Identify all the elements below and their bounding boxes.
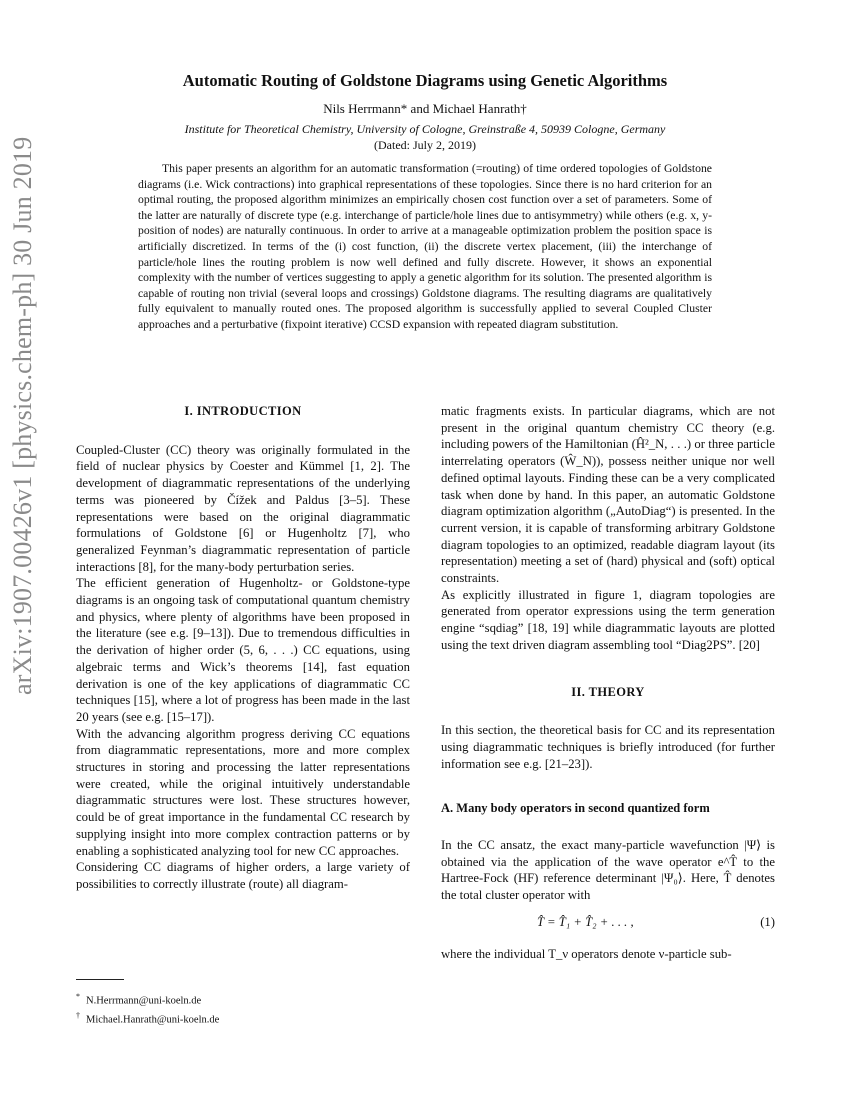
footnote-mark: † <box>76 1010 80 1020</box>
footnote-rule <box>76 979 124 980</box>
paragraph: where the individual T_ν operators denote ν-particle sub- <box>441 946 732 961</box>
authors: Nils Herrmann* and Michael Hanrath† <box>323 101 527 116</box>
paragraph: Considering CC diagrams of higher orders, a large variety of possibilities to correctly illustrate (route) all diagram- <box>76 860 410 891</box>
footnote-email: N.Herrmann@uni-koeln.de <box>86 995 202 1007</box>
paragraph: matic fragments exists. In particular diagrams, which are not present in the original quantum chemistry CC theory (e.g. including powers of the Hamiltonian (Ĥ²_N, . . .) or three particle interrelating operators (Ŵ_N)), possess neither unique nor well defined optimal layouts. Finding these can be a very complicated task when done by hand. In this paper, an automatic Goldstone diagram optimization algorithm („AutoDiag“) is presented. In the current version, it is capable of transforming arbitrary Goldstone diagram topologies to an optimized, readable diagram layout (its representation) meeting a set of (hard) physical and (soft) optical constraints. <box>441 404 775 586</box>
abstract: This paper presents an algorithm for an automatic transformation (=routing) of time ordered topologies of Goldstone diagrams (i.e. Wick contractions) into graphical representations of these topologies. Since there is no hard criterion for an optimal routing, the proposed algorithm minimizes an empirically chosen cost function over a set of parameters. Some of the latter are naturally of discrete type (e.g. interchange of particle/hole lines due to antisymmetry) while others (e.g. x, y-position of nodes) are naturally continuous. In order to arrive at a manageable optimization problem the position space is artificially discretized. In terms of the (i) cost function, (ii) the discrete vertex placement, (iii) the interchange of particle/hole lines the routing problem is now well defined and fully discrete. However, it shows an exponential complexity with the number of vertices suggesting to apply a genetic algorithm for its solution. The presented algorithm is capable of routing non trivial (several loops and crossings) Goldstone diagrams. The resulting diagrams are qualitatively fully equivalent to manually routed ones. The proposed algorithm is successfully applied to several Coupled Cluster approaches and a perturbative (fixpoint iterative) CCSD expansion with repeated diagram substitution. <box>138 162 712 331</box>
paragraph: Coupled-Cluster (CC) theory was originally formulated in the field of nuclear physics by Coester and Kümmel [1, 2]. The development of diagrammatic representations of the underlying terms was pioneered by Čížek and Paldus [3–5]. These representations were based on the original diagrammatic formulations of Goldstone [6] or Hugenholtz [7], who generalized Feynman’s diagrammatic representation of particle interactions [8], for the many-body perturbation series. <box>76 442 410 574</box>
footnote-1 <box>76 990 219 1009</box>
paper-title: Automatic Routing of Goldstone Diagrams using Genetic Algorithms <box>182 71 668 90</box>
paragraph: In this section, the theoretical basis for CC and its representation using diagrammatic techniques is briefly introduced (for further information see e.g. [21–23]). <box>441 723 775 771</box>
left-column <box>76 403 410 893</box>
date-line: (Dated: July 2, 2019) <box>374 138 476 152</box>
paragraph: With the advancing algorithm progress deriving CC equations from diagrammatic representations, more and more complex structures in storing and processing the latter representations were created, while the original intuitively understandable diagrammatic structures were lost. These structures however, could be of great importance in the fundamental CC research by supplying insight into more complex contraction patterns or by enabling a sophisticated analyzing tool for new CC approaches. <box>76 726 410 858</box>
section-heading-theory: II. THEORY <box>571 684 645 699</box>
footnote-mark: * <box>76 992 80 1001</box>
footnote-email: Michael.Hanrath@uni-koeln.de <box>86 1014 220 1025</box>
footnotes <box>76 990 219 1027</box>
footnote-2 <box>76 1009 219 1028</box>
equation-1 <box>441 914 775 936</box>
paragraph: In the CC ansatz, the exact many-particle wavefunction |Ψ⟩ is obtained via the application of the wave operator e^T̂ to the Hartree-Fock (HF) reference determinant |Ψ₀⟩. Here, T̂ denotes the total cluster operator with <box>441 838 775 903</box>
subsection-heading: A. Many body operators in second quantized form <box>441 801 710 816</box>
equation-number: (1) <box>760 914 775 929</box>
paragraph: The efficient generation of Hugenholtz- or Goldstone-type diagrams is an ongoing task of computational quantum chemistry and physics, where plenty of algorithms have been proposed in the literature (see e.g. [9–13]). Due to tremendous difficulties in the derivation of higher order (5, 6, . . .) CC equations, using algebraic terms and Wick’s theorems [14], fast equation derivation is one of the key applications of diagrammatic CC techniques [15], where a lot of progress has been made in the last 20 years (see e.g. [15–17]). <box>76 576 410 724</box>
right-column <box>441 403 775 963</box>
arxiv-identifier: arXiv:1907.00426v1 [physics.chem-ph] 30 Jun 2019 <box>8 136 37 695</box>
paragraph: As explicitly illustrated in figure 1, diagram topologies are generated from operator expressions using the term generation engine “sqdiag” [18, 19] while diagrammatic layouts are plotted using the text driven diagram assembling tool “Diag2PS”. [20] <box>441 587 775 652</box>
affiliation: Institute for Theoretical Chemistry, University of Cologne, Greinstraße 4, 50939 Cologne, Germany <box>184 122 666 136</box>
equation-body: T̂ = T̂₁ + T̂₂ + . . . , <box>537 914 634 929</box>
section-heading-introduction: I. INTRODUCTION <box>184 404 302 418</box>
